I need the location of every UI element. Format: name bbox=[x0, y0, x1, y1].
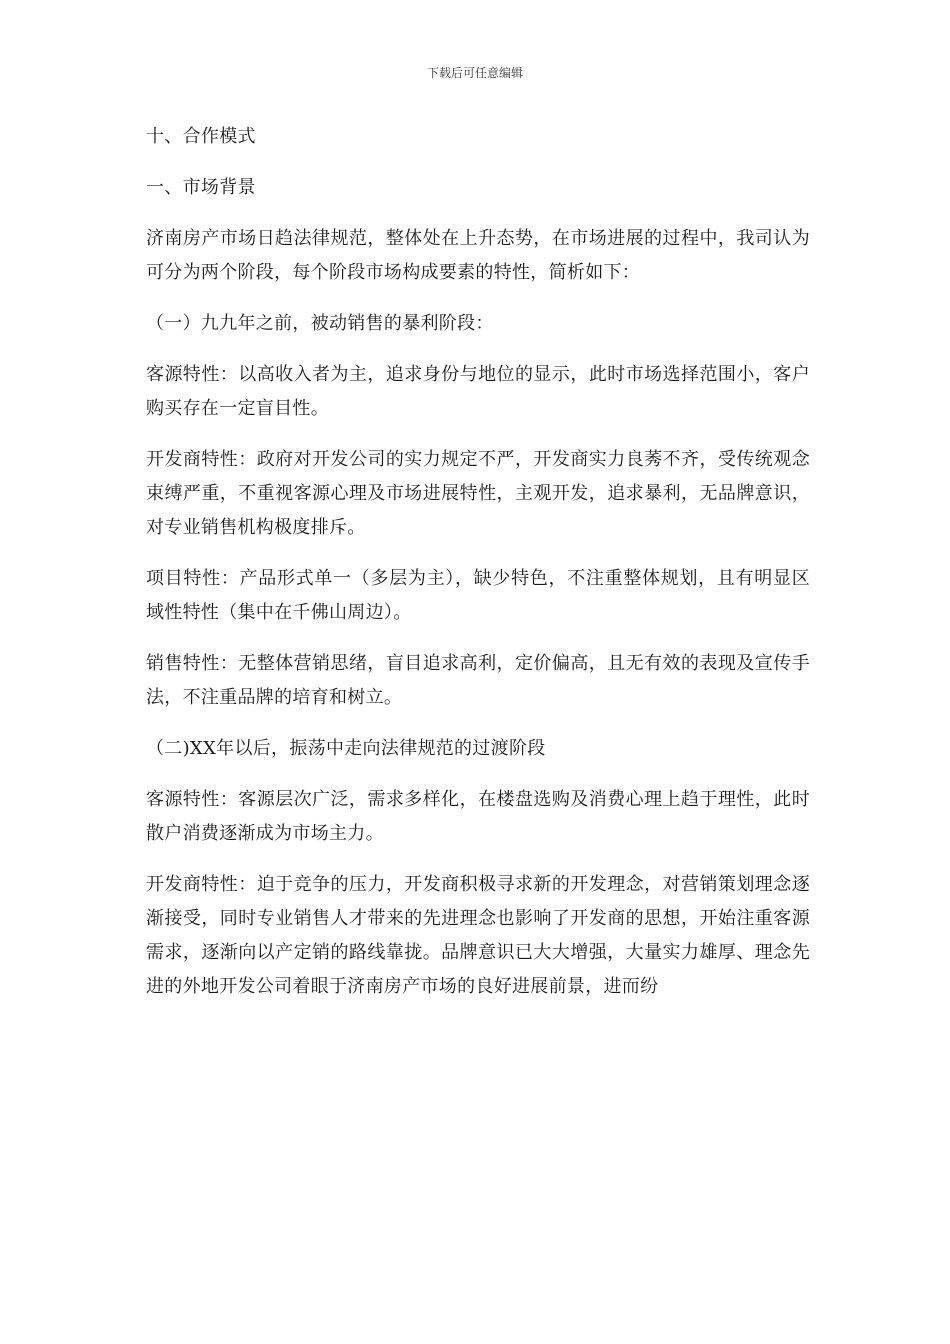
paragraph-intro: 济南房产市场日趋法律规范，整体处在上升态势，在市场进展的过程中，我司认为可分为两个阶段，每个阶段市场构成要素的特性，简析如下： bbox=[146, 228, 810, 283]
stage-two-heading: （二)XX年以后，振荡中走向法律规范的过渡阶段 bbox=[146, 738, 546, 759]
paragraph-developer-traits-2: 开发商特性：迫于竞争的压力，开发商积极寻求新的开发理念，对营销策划理念逐渐接受，同时专业销售人才带来的先进理念也影响了开发商的思想，开始注重客源需求，逐渐向以产定销的路线靠拢。品牌意识已大大增强，大量实力雄厚、理念先进的外地开发公司着眼于济南房产市场的良好进展前景，进而纷 bbox=[146, 874, 810, 997]
paragraph-customer-traits-2: 客源特性：客源层次广泛，需求多样化，在楼盘选购及消费心理上趋于理性，此时散户消费逐渐成为市场主力。 bbox=[146, 789, 810, 844]
document-body bbox=[146, 120, 810, 1004]
paragraph-project-traits-1: 项目特性：产品形式单一（多层为主），缺少特色，不注重整体规划，且有明显区域性特性（集中在千佛山周边）。 bbox=[146, 568, 810, 623]
paragraph-sales-traits-1: 销售特性：无整体营销思绪，盲目追求高利，定价偏高，且无有效的表现及宣传手法，不注重品牌的培育和树立。 bbox=[146, 653, 810, 708]
section-title: 十、合作模式 bbox=[146, 126, 256, 147]
paragraph-customer-traits-1: 客源特性：以高收入者为主，追求身份与地位的显示，此时市场选择范围小，客户购买存在一定盲目性。 bbox=[146, 364, 810, 419]
page-header: 下载后可任意编辑 bbox=[426, 66, 523, 80]
stage-one-heading: （一）九九年之前，被动销售的暴利阶段： bbox=[146, 313, 494, 334]
subsection-title: 一、市场背景 bbox=[146, 177, 256, 198]
paragraph-developer-traits-1: 开发商特性：政府对开发公司的实力规定不严，开发商实力良莠不齐，受传统观念束缚严重，不重视客源心理及市场进展特性，主观开发，追求暴利，无品牌意识，对专业销售机构极度排斥。 bbox=[146, 449, 810, 538]
